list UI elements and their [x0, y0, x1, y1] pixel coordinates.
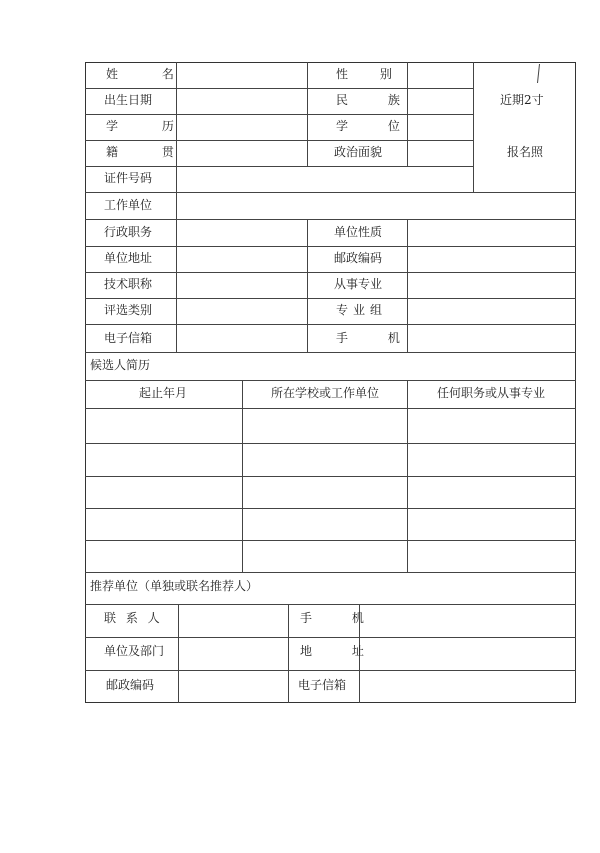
birth-date-field[interactable] — [177, 89, 307, 114]
contact-person-field[interactable] — [179, 605, 288, 637]
label-unit-nature: 单位性质 — [334, 225, 383, 239]
pen-mark — [537, 64, 540, 83]
label-postal-code: 邮政编码 — [334, 251, 383, 265]
label-work-unit: 工作单位 — [104, 198, 153, 212]
label-gender: 性 别 — [336, 67, 406, 81]
mobile-field[interactable] — [408, 325, 576, 352]
unit-nature-field[interactable] — [408, 220, 576, 246]
native-place-field[interactable] — [177, 141, 307, 166]
resume-row-5[interactable] — [86, 541, 576, 572]
political-status-field[interactable] — [408, 141, 473, 166]
row-divider — [85, 352, 576, 353]
degree-field[interactable] — [408, 115, 473, 140]
label-specialty: 从事专业 — [334, 277, 383, 291]
col-divider — [307, 62, 308, 166]
recommender-postal-field[interactable] — [179, 671, 288, 703]
postal-code-field[interactable] — [408, 247, 576, 272]
admin-post-field[interactable] — [177, 220, 307, 246]
label-unit-address: 单位地址 — [104, 251, 153, 265]
address-field[interactable] — [360, 638, 576, 670]
label-name: 姓 名 — [106, 67, 194, 81]
photo-note-line1: 近期2寸 — [500, 93, 544, 107]
label-specialty-group: 专业组 — [336, 303, 388, 317]
resume-header-position: 任何职务或从事专业 — [437, 386, 546, 400]
dept-field[interactable] — [179, 638, 288, 670]
label-political-status: 政治面貌 — [334, 145, 383, 159]
label-education: 学 历 — [106, 119, 194, 133]
id-number-field[interactable] — [177, 167, 473, 192]
unit-address-field[interactable] — [177, 247, 307, 272]
label-admin-post: 行政职务 — [104, 225, 153, 239]
label-id-number: 证件号码 — [104, 171, 153, 185]
recommender-mobile-field[interactable] — [360, 605, 576, 637]
resume-header-school: 所在学校或工作单位 — [271, 386, 380, 400]
photo-note-line2: 报名照 — [507, 145, 544, 159]
ethnicity-field[interactable] — [408, 89, 473, 114]
label-dept: 单位及部门 — [104, 644, 165, 658]
col-divider — [288, 604, 289, 703]
resume-row-2[interactable] — [86, 444, 576, 476]
recommender-title: 推荐单位（单独或联名推荐人） — [90, 579, 259, 593]
resume-row-1[interactable] — [86, 409, 576, 443]
label-eval-category: 评选类别 — [104, 303, 153, 317]
tech-title-field[interactable] — [177, 273, 307, 298]
gender-field[interactable] — [408, 63, 473, 88]
label-contact-person: 联 系 人 — [104, 611, 163, 625]
work-unit-field[interactable] — [177, 193, 576, 219]
label-degree: 学 位 — [336, 119, 418, 133]
label-tech-title: 技术职称 — [104, 277, 153, 291]
label-address: 地 址 — [300, 644, 382, 658]
label-recommender-mobile: 手 机 — [300, 611, 382, 625]
resume-header-period: 起止年月 — [139, 386, 188, 400]
col-divider — [307, 219, 308, 352]
specialty-group-field[interactable] — [408, 299, 576, 324]
recommender-email-field[interactable] — [360, 671, 576, 703]
label-ethnicity: 民 族 — [336, 93, 418, 107]
education-field[interactable] — [177, 115, 307, 140]
resume-title: 候选人简历 — [90, 358, 151, 372]
resume-row-3[interactable] — [86, 477, 576, 508]
email-field[interactable] — [177, 325, 307, 352]
name-field[interactable] — [177, 63, 307, 88]
col-divider — [473, 62, 474, 192]
label-email: 电子信箱 — [104, 331, 153, 345]
row-divider — [85, 380, 576, 381]
resume-row-4[interactable] — [86, 509, 576, 540]
label-native-place: 籍 贯 — [106, 145, 194, 159]
label-birth-date: 出生日期 — [104, 93, 153, 107]
label-mobile: 手 机 — [336, 331, 418, 345]
label-recommender-email: 电子信箱 — [298, 678, 347, 692]
specialty-field[interactable] — [408, 273, 576, 298]
label-recommender-postal: 邮政编码 — [106, 678, 155, 692]
row-divider — [85, 572, 576, 573]
eval-category-field[interactable] — [177, 299, 307, 324]
